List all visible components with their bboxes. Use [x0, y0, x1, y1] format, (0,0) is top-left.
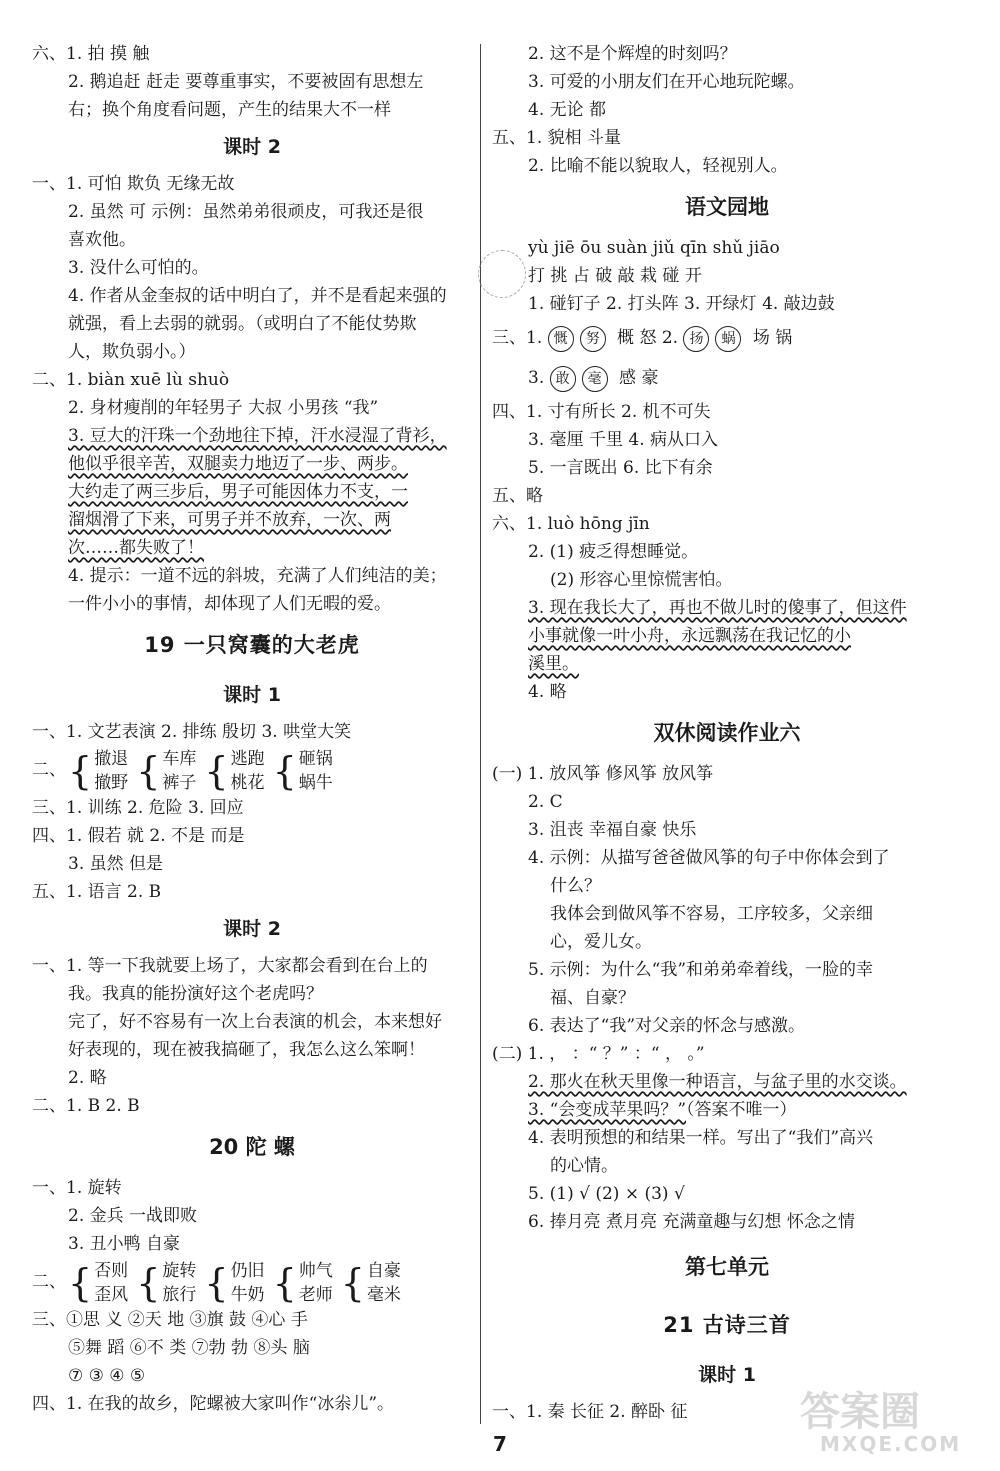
answer-line: (2) 形容心里惊慌害怕。	[550, 570, 733, 590]
pinyin-line: yù jiē ōu suàn jiǔ qīn shǔ jiāo	[528, 238, 780, 258]
answer-note: （答案不唯一）	[686, 1100, 797, 1120]
answer-line: 四、1. 假若 就 2. 不是 而是	[32, 826, 245, 846]
pair-word: 歪风	[94, 1284, 129, 1305]
answer-line: 4. 示例：从描写爸爸做风筝的句子中你体会到了	[528, 848, 890, 868]
answer-line: 4. 略	[528, 682, 567, 702]
answer-line: 我。我真的能扮演好这个老虎吗？	[68, 984, 323, 1004]
answer-line: 人，欺负弱小。）	[68, 342, 196, 362]
brace-row-prefix: 二、	[32, 760, 66, 780]
answer-line: 2. 这不是个辉煌的时刻吗？	[528, 44, 737, 64]
unit-title: 第七单元	[685, 1255, 769, 1279]
pair-word: 车库	[162, 748, 197, 769]
word-pair	[299, 1259, 333, 1307]
answer-line: 2. 虽然 可 示例：虽然弟弟很顽皮，可我还是很	[68, 202, 424, 222]
answer-line: 二、1. B 2. B	[32, 1096, 140, 1116]
brace-symbol: {	[68, 1260, 93, 1305]
answer-line: 3. 沮丧 幸福自豪 快乐	[528, 820, 697, 840]
brace-symbol: {	[136, 1260, 161, 1305]
answer-line: 完了，好不容易有一次上台表演的机会，本来想好	[68, 1012, 442, 1032]
section-title: 双休阅读作业六	[653, 721, 801, 745]
answer-line: 一、1. 可怕 欺负 无缘无故	[32, 174, 235, 194]
underlined-answer: 溪里。	[528, 654, 579, 674]
answer-line: 打 挑 占 破 敲 栽 碰 开	[528, 266, 702, 286]
watermark-url: MXQE.COM	[820, 1432, 962, 1456]
underlined-answer: 2. 那火在秋天里像一种语言，与盆子里的水交谈。	[528, 1072, 907, 1092]
underlined-answer: 3. 现在我长大了，再也不做儿时的傻事了，但这件	[528, 598, 907, 618]
page-number: 7	[493, 1432, 507, 1456]
circled-char: 扬	[683, 326, 709, 352]
answer-line: 2. (1) 疲乏得想睡觉。	[528, 542, 699, 562]
answer-line: 3. 毫厘 千里 4. 病从口入	[528, 430, 719, 450]
pair-word: 帅气	[298, 1260, 333, 1281]
answer-line: 二、1. biàn xuē lù shuò	[32, 370, 230, 390]
answer-line	[492, 1096, 962, 1124]
pair-word: 旅行	[162, 1284, 197, 1305]
answer-line: 六、1. 拍 摸 触	[32, 44, 150, 64]
underlined-answer: 次……都失败了！	[68, 538, 204, 558]
answer-line: 的心情。	[550, 1156, 618, 1176]
brace-symbol: {	[136, 748, 161, 793]
answer-line: 2. 金兵 一战即败	[68, 1206, 198, 1226]
circled-char: 蜗	[715, 326, 741, 352]
pair-word: 撤退	[94, 748, 129, 769]
answer-line: 五、1. 语言 2. B	[32, 882, 162, 902]
row-end: 感 豪	[619, 368, 659, 388]
answer-line: 2. 鹅追赶 赶走 要尊重事实，不要被固有思想左	[68, 72, 424, 92]
circled-char: 慨	[548, 326, 574, 352]
answer-line: 2. 略	[68, 1068, 107, 1088]
brace-symbol: {	[68, 748, 93, 793]
word-pair	[231, 747, 265, 795]
answer-line: 右；换个角度看问题，产生的结果大不一样	[68, 100, 391, 120]
left-column	[32, 40, 472, 1418]
row-end: 场 锅	[752, 328, 793, 348]
word-pair	[94, 1259, 128, 1307]
section-heading: 课时 1	[223, 684, 281, 706]
answer-line: 3. 可爱的小朋友们在开心地玩陀螺。	[528, 72, 805, 92]
watermark-logo: 答案圈	[800, 1389, 920, 1435]
lesson-title: 20 陀 螺	[209, 1135, 295, 1159]
answer-line: 喜欢他。	[68, 230, 136, 250]
answer-line: 1. 碰钉子 2. 打头阵 3. 开绿灯 4. 敲边鼓	[528, 294, 835, 314]
circled-char: 敢	[550, 366, 576, 392]
brace-row	[32, 746, 472, 794]
answer-line: 四、1. 寸有所长 2. 机不可失	[492, 402, 711, 422]
word-pair	[231, 1259, 265, 1307]
underlined-answer: 3. 豆大的汗珠一个劲地往下掉，汗水浸湿了背衫，	[68, 426, 447, 446]
section-heading: 课时 1	[698, 1364, 756, 1386]
pair-word: 撤野	[94, 772, 129, 793]
answer-line: 三、1. 训练 2. 危险 3. 回应	[32, 798, 244, 818]
answer-line: 4. 无论 都	[528, 100, 607, 120]
underlined-answer: 溜烟滑了下来，可男子并不放弃，一次、两	[68, 510, 391, 530]
underlined-answer: 小事就像一叶小舟，永远飘荡在我记忆的小	[528, 626, 851, 646]
pair-word: 否则	[94, 1260, 129, 1281]
pair-word: 老师	[298, 1284, 333, 1305]
pair-word: 自豪	[366, 1260, 401, 1281]
answer-line: 四、1. 在我的故乡，陀螺被大家叫作“冰尜儿”。	[32, 1394, 395, 1414]
row-mid: 概 怒 2.	[617, 328, 679, 348]
answer-line: 4. 表明预想的和结果一样。写出了“我们”高兴	[528, 1128, 874, 1148]
answer-line: 三、①思 义 ②天 地 ③旗 鼓 ④心 手	[32, 1310, 308, 1330]
circled-char: 毫	[582, 366, 608, 392]
answer-line: 五、1. 貌相 斗量	[492, 128, 622, 148]
answer-line: 心，爱儿女。	[550, 932, 652, 952]
word-pair	[299, 747, 333, 795]
answer-line: 5. (1) √ (2) × (3) √	[528, 1184, 685, 1204]
circled-char: 努	[580, 326, 606, 352]
answer-line: (一) 1. 放风筝 修风筝 放风筝	[492, 764, 714, 784]
answer-line: 2. 比喻不能以貌取人，轻视别人。	[528, 156, 788, 176]
word-pair	[162, 747, 196, 795]
pair-word: 砸锅	[298, 748, 333, 769]
pair-word: 牛奶	[230, 1284, 265, 1305]
right-column	[492, 40, 962, 1426]
brace-symbol: {	[272, 748, 297, 793]
pair-word: 裤子	[162, 772, 197, 793]
answer-line: 3. 虽然 但是	[68, 854, 164, 874]
row-prefix: 3.	[528, 368, 545, 388]
answer-line: ⑤舞 蹈 ⑥不 类 ⑦勃 勃 ⑧头 脑	[68, 1338, 310, 1358]
answer-line: 好表现的，现在被我搞砸了，我怎么这么笨啊！	[68, 1040, 425, 1060]
pair-word: 逃跑	[230, 748, 265, 769]
answer-line: 五、略	[492, 486, 543, 506]
answer-line: 六、1. luò hōng jīn	[492, 514, 650, 534]
pair-word: 蜗牛	[298, 772, 333, 793]
answer-line: 6. 表达了“我”对父亲的怀念与感激。	[528, 1016, 806, 1036]
pair-word: 毫米	[366, 1284, 401, 1305]
circled-answer-row	[492, 358, 962, 398]
answer-line: 5. 示例：为什么“我”和弟弟牵着线，一脸的幸	[528, 960, 874, 980]
answer-line: 2. C	[528, 792, 563, 812]
answer-line: ⑦ ③ ④ ⑤	[68, 1366, 146, 1386]
brace-symbol: {	[340, 1260, 365, 1305]
underlined-answer: 3. “会变成苹果吗？”	[528, 1100, 687, 1120]
word-pair	[162, 1259, 196, 1307]
answer-line: 一、1. 文艺表演 2. 排练 殷切 3. 哄堂大笑	[32, 722, 352, 742]
section-heading: 课时 2	[223, 136, 281, 158]
brace-symbol: {	[272, 1260, 297, 1305]
word-pair	[367, 1259, 401, 1307]
brace-row-prefix: 二、	[32, 1272, 66, 1292]
answer-line: 3. 丑小鸭 自豪	[68, 1234, 181, 1254]
pair-word: 旋转	[162, 1260, 197, 1281]
lesson-title: 21 古诗三首	[663, 1313, 791, 1337]
stamp-mark	[478, 250, 526, 298]
answer-line: 5. 一言既出 6. 比下有余	[528, 458, 713, 478]
answer-line: 4. 提示：一道不远的斜坡，充满了人们纯洁的美；	[68, 566, 447, 586]
answer-line: (二) 1. ， ：“ ？” ：“ ， 。”	[492, 1044, 705, 1064]
answer-line: 就强，看上去弱的就弱。（或明白了不能仗势欺	[68, 314, 417, 334]
answer-line: 一、1. 秦 长征 2. 醉卧 征	[492, 1402, 688, 1422]
row-prefix: 三、1.	[492, 328, 543, 348]
answer-line: 2. 身材瘦削的年轻男子 大叔 小男孩 “我”	[68, 398, 379, 418]
answer-line: 6. 捧月亮 煮月亮 充满童趣与幻想 怀念之情	[528, 1212, 855, 1232]
word-pair	[94, 747, 128, 795]
brace-row	[32, 1258, 472, 1306]
brace-symbol: {	[204, 1260, 229, 1305]
section-heading: 课时 2	[223, 918, 281, 940]
answer-line: 3. 没什么可怕的。	[68, 258, 209, 278]
brace-symbol: {	[204, 748, 229, 793]
circled-answer-row	[492, 318, 962, 358]
pair-word: 桃花	[230, 772, 265, 793]
column-divider	[480, 44, 481, 1424]
answer-line: 一、1. 等一下我就要上场了，大家都会看到在台上的	[32, 956, 428, 976]
answer-line: 我体会到做风筝不容易，工序较多，父亲细	[550, 904, 873, 924]
section-title: 语文园地	[685, 195, 769, 219]
answer-line: 4. 作者从金奎叔的话中明白了，并不是看起来强的	[68, 286, 447, 306]
lesson-title: 19 一只窝囊的大老虎	[144, 633, 360, 657]
answer-line: 一件小小的事情，却体现了人们无暇的爱。	[68, 594, 391, 614]
underlined-answer: 大约走了两三步后，男子可能因体力不支，一	[68, 482, 408, 502]
answer-line: 一、1. 旋转	[32, 1178, 122, 1198]
answer-line: 什么？	[550, 876, 601, 896]
pair-word: 仍旧	[230, 1260, 265, 1281]
answer-line: 福、自豪？	[550, 988, 635, 1008]
underlined-answer: 他似乎很辛苦，双腿卖力地迈了一步、两步。	[68, 454, 408, 474]
